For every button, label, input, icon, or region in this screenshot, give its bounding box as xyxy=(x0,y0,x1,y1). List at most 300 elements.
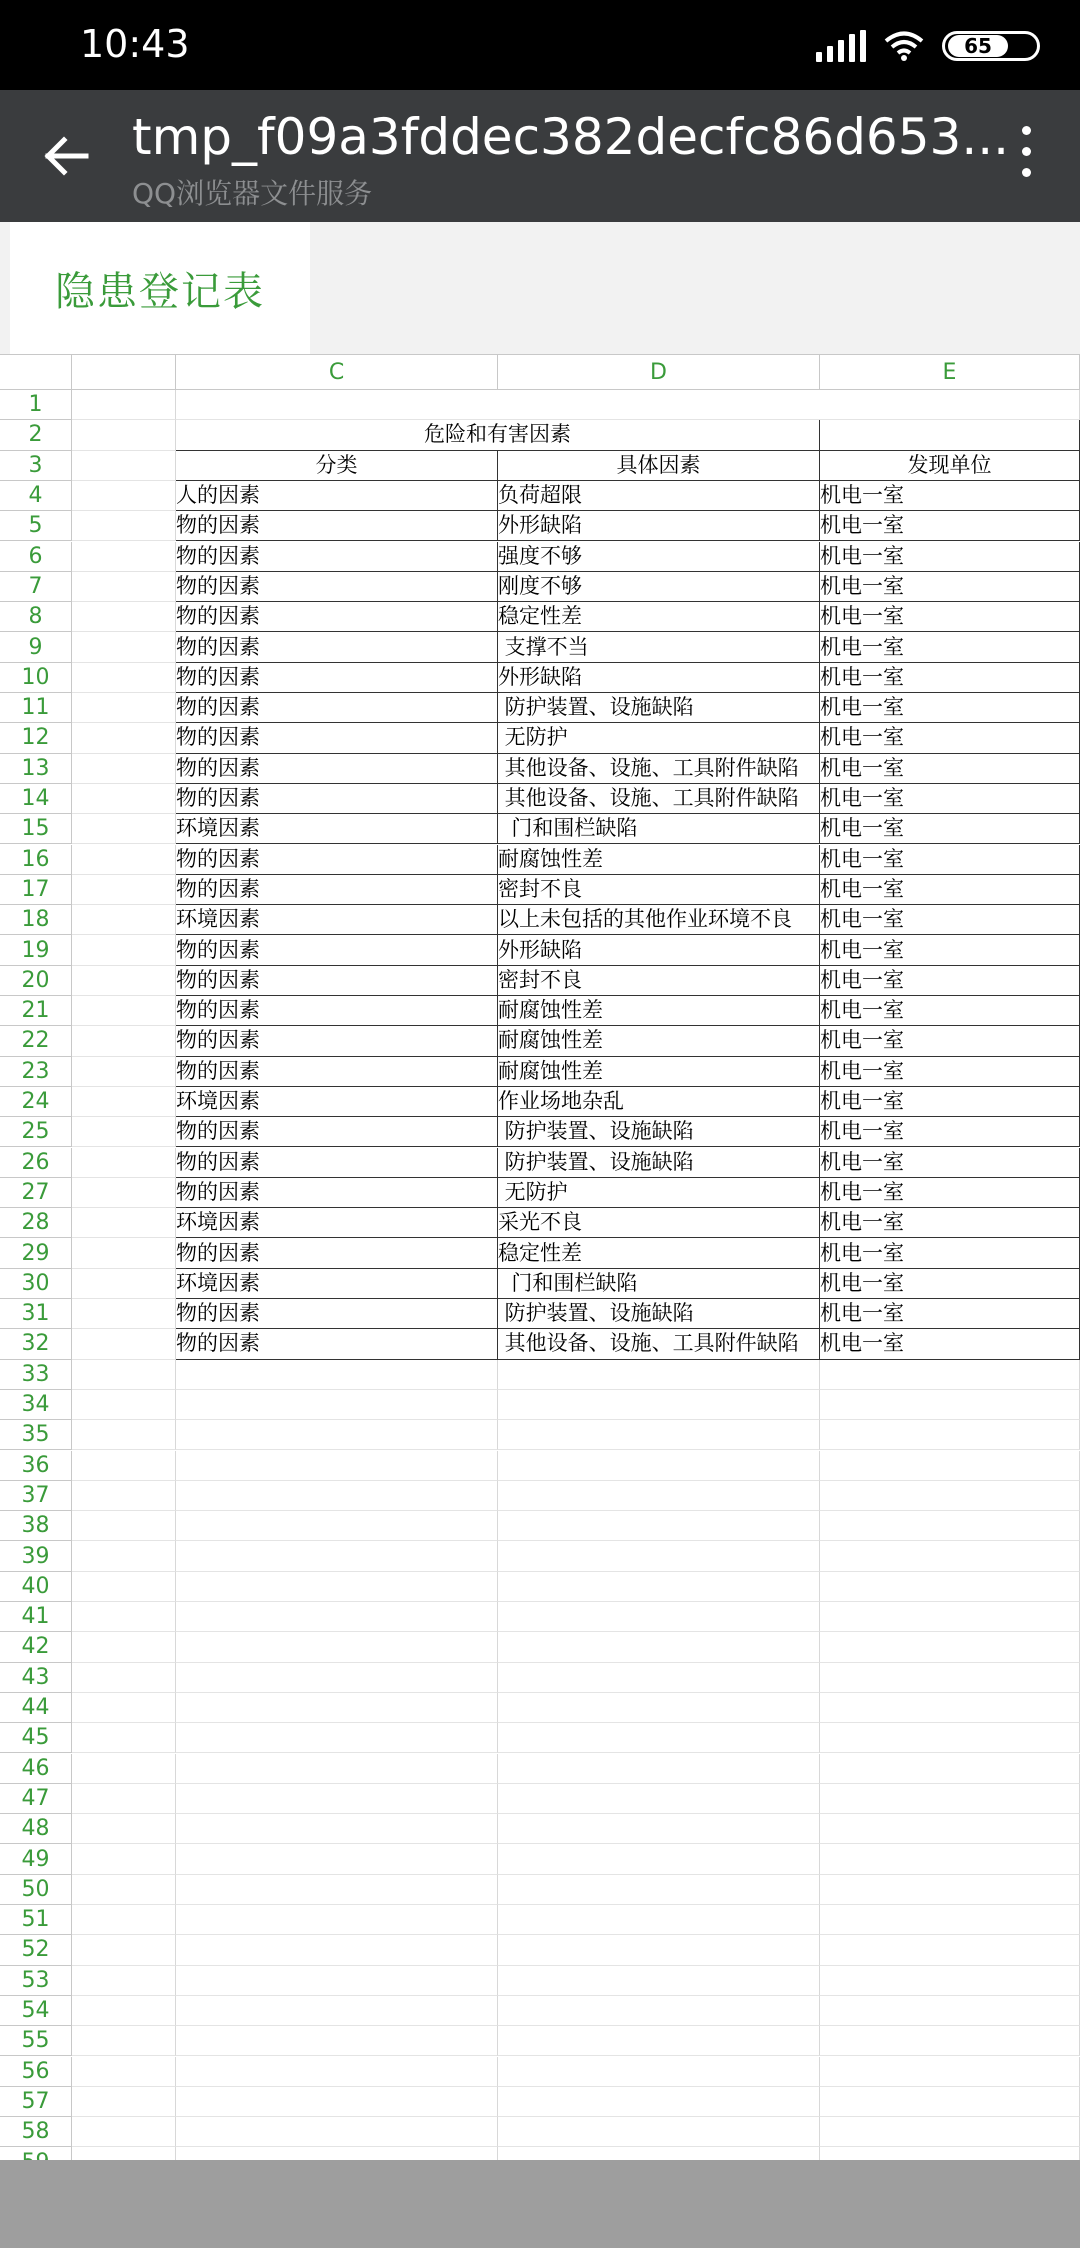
empty-cell[interactable] xyxy=(498,1481,820,1511)
row-number[interactable]: 36 xyxy=(0,1451,72,1481)
data-cell[interactable]: 物的因素 xyxy=(176,754,498,784)
data-cell[interactable]: 机电一室 xyxy=(820,935,1080,965)
row-number[interactable]: 28 xyxy=(0,1208,72,1238)
data-cell[interactable]: 其他设备、设施、工具附件缺陷 xyxy=(498,1329,820,1359)
row-number[interactable]: 9 xyxy=(0,632,72,662)
data-cell[interactable]: 物的因素 xyxy=(176,1148,498,1178)
cell-b[interactable] xyxy=(72,1723,176,1753)
data-cell[interactable]: 环境因素 xyxy=(176,1208,498,1238)
cell-b[interactable] xyxy=(72,935,176,965)
empty-cell[interactable] xyxy=(820,1966,1080,1996)
row-number[interactable]: 40 xyxy=(0,1572,72,1602)
cell-b[interactable] xyxy=(72,1481,176,1511)
row-number[interactable]: 42 xyxy=(0,1632,72,1662)
row-number[interactable]: 20 xyxy=(0,966,72,996)
data-cell[interactable]: 物的因素 xyxy=(176,1026,498,1056)
data-cell[interactable]: 支撑不当 xyxy=(498,632,820,662)
data-cell[interactable]: 物的因素 xyxy=(176,663,498,693)
row-number[interactable]: 38 xyxy=(0,1511,72,1541)
data-cell[interactable]: 机电一室 xyxy=(820,632,1080,662)
data-cell[interactable]: 外形缺陷 xyxy=(498,511,820,541)
row-number[interactable]: 2 xyxy=(0,420,72,450)
column-header-d[interactable]: D xyxy=(498,354,820,390)
cell-b[interactable] xyxy=(72,1269,176,1299)
data-cell[interactable]: 机电一室 xyxy=(820,754,1080,784)
empty-cell[interactable] xyxy=(498,1935,820,1965)
data-cell[interactable]: 机电一室 xyxy=(820,481,1080,511)
data-cell[interactable]: 防护装置、设施缺陷 xyxy=(498,1299,820,1329)
cell-b[interactable] xyxy=(72,663,176,693)
data-cell[interactable]: 机电一室 xyxy=(820,784,1080,814)
empty-cell[interactable] xyxy=(820,1360,1080,1390)
data-cell[interactable]: 外形缺陷 xyxy=(498,663,820,693)
group-header-cell[interactable]: 危险和有害因素 xyxy=(176,420,820,450)
header-cell[interactable]: 分类 xyxy=(176,451,498,481)
empty-cell[interactable] xyxy=(820,2057,1080,2087)
empty-cell[interactable] xyxy=(498,1905,820,1935)
row-number[interactable]: 54 xyxy=(0,1996,72,2026)
empty-cell[interactable] xyxy=(176,1360,498,1390)
data-cell[interactable]: 物的因素 xyxy=(176,996,498,1026)
cell-b[interactable] xyxy=(72,451,176,481)
row-number[interactable]: 51 xyxy=(0,1905,72,1935)
cell-b[interactable] xyxy=(72,1875,176,1905)
empty-cell[interactable] xyxy=(820,1935,1080,1965)
cell-b[interactable] xyxy=(72,1208,176,1238)
data-cell[interactable]: 物的因素 xyxy=(176,602,498,632)
cell-b[interactable] xyxy=(72,1238,176,1268)
data-cell[interactable]: 环境因素 xyxy=(176,905,498,935)
cell-b[interactable] xyxy=(72,1966,176,1996)
column-header-e[interactable]: E xyxy=(820,354,1080,390)
data-cell[interactable]: 物的因素 xyxy=(176,875,498,905)
cell-b[interactable] xyxy=(72,1602,176,1632)
data-cell[interactable]: 机电一室 xyxy=(820,1299,1080,1329)
data-cell[interactable]: 机电一室 xyxy=(820,511,1080,541)
cell-b[interactable] xyxy=(72,542,176,572)
row-number[interactable]: 1 xyxy=(0,390,72,420)
cell-b[interactable] xyxy=(72,1420,176,1450)
corner-cell xyxy=(0,354,72,390)
empty-cell[interactable] xyxy=(820,1632,1080,1662)
row-number[interactable]: 13 xyxy=(0,754,72,784)
empty-cell[interactable] xyxy=(820,1723,1080,1753)
data-cell[interactable]: 防护装置、设施缺陷 xyxy=(498,1117,820,1147)
empty-cell[interactable] xyxy=(820,1663,1080,1693)
data-cell[interactable]: 机电一室 xyxy=(820,602,1080,632)
row-number[interactable]: 44 xyxy=(0,1693,72,1723)
row-number[interactable]: 17 xyxy=(0,875,72,905)
data-cell[interactable]: 物的因素 xyxy=(176,935,498,965)
empty-cell[interactable] xyxy=(498,2117,820,2147)
data-cell[interactable]: 物的因素 xyxy=(176,1299,498,1329)
empty-cell[interactable] xyxy=(498,1360,820,1390)
empty-cell[interactable] xyxy=(176,1541,498,1571)
cell-b[interactable] xyxy=(72,2057,176,2087)
back-arrow-icon[interactable] xyxy=(38,128,94,184)
data-cell[interactable]: 外形缺陷 xyxy=(498,935,820,965)
cell-b[interactable] xyxy=(72,1360,176,1390)
row-number[interactable]: 47 xyxy=(0,1784,72,1814)
cell-b[interactable] xyxy=(72,875,176,905)
data-cell[interactable]: 物的因素 xyxy=(176,784,498,814)
row-number[interactable]: 50 xyxy=(0,1875,72,1905)
row-number[interactable]: 21 xyxy=(0,996,72,1026)
row-number[interactable]: 25 xyxy=(0,1117,72,1147)
data-cell[interactable]: 以上未包括的其他作业环境不良 xyxy=(498,905,820,935)
empty-cell[interactable] xyxy=(498,1511,820,1541)
table-row xyxy=(0,966,1080,996)
empty-cell[interactable] xyxy=(820,1451,1080,1481)
empty-cell[interactable] xyxy=(498,1814,820,1844)
data-cell[interactable]: 物的因素 xyxy=(176,1329,498,1359)
data-cell[interactable]: 负荷超限 xyxy=(498,481,820,511)
row-number[interactable]: 23 xyxy=(0,1057,72,1087)
empty-cell[interactable] xyxy=(820,2026,1080,2056)
empty-cell[interactable] xyxy=(820,2087,1080,2117)
data-cell[interactable]: 密封不良 xyxy=(498,875,820,905)
empty-cell[interactable] xyxy=(176,2117,498,2147)
row-number[interactable]: 10 xyxy=(0,663,72,693)
data-cell[interactable]: 环境因素 xyxy=(176,1087,498,1117)
row-number[interactable]: 3 xyxy=(0,451,72,481)
data-cell[interactable]: 机电一室 xyxy=(820,1238,1080,1268)
cell-b[interactable] xyxy=(72,420,176,450)
data-cell[interactable]: 密封不良 xyxy=(498,966,820,996)
cell-b[interactable] xyxy=(72,1754,176,1784)
row-number[interactable]: 14 xyxy=(0,784,72,814)
row-number[interactable]: 12 xyxy=(0,723,72,753)
empty-cell[interactable] xyxy=(176,1390,498,1420)
empty-cell[interactable] xyxy=(498,2026,820,2056)
cell-b[interactable] xyxy=(72,1996,176,2026)
row-number[interactable]: 6 xyxy=(0,542,72,572)
empty-cell[interactable] xyxy=(498,1996,820,2026)
row-number[interactable]: 53 xyxy=(0,1966,72,1996)
cell-b[interactable] xyxy=(72,1814,176,1844)
data-cell[interactable]: 机电一室 xyxy=(820,845,1080,875)
data-cell[interactable]: 防护装置、设施缺陷 xyxy=(498,693,820,723)
sheet-tab[interactable]: 隐患登记表 xyxy=(10,222,310,354)
data-cell[interactable]: 耐腐蚀性差 xyxy=(498,845,820,875)
cell-b[interactable] xyxy=(72,814,176,844)
empty-cell[interactable] xyxy=(820,1784,1080,1814)
cell-b[interactable] xyxy=(72,996,176,1026)
data-cell[interactable]: 无防护 xyxy=(498,1178,820,1208)
cell-b[interactable] xyxy=(72,390,176,420)
cell-b[interactable] xyxy=(72,1905,176,1935)
row-number[interactable]: 52 xyxy=(0,1935,72,1965)
data-cell[interactable]: 机电一室 xyxy=(820,542,1080,572)
row-number[interactable]: 49 xyxy=(0,1844,72,1874)
empty-cell[interactable] xyxy=(498,1572,820,1602)
row-number[interactable]: 46 xyxy=(0,1754,72,1784)
empty-cell[interactable] xyxy=(498,2057,820,2087)
empty-cell[interactable] xyxy=(176,1663,498,1693)
data-cell[interactable]: 人的因素 xyxy=(176,481,498,511)
row-number[interactable]: 56 xyxy=(0,2057,72,2087)
cell-b[interactable] xyxy=(72,1572,176,1602)
cell-b[interactable] xyxy=(72,723,176,753)
more-options-icon[interactable] xyxy=(1016,126,1036,186)
row-number[interactable]: 18 xyxy=(0,905,72,935)
header-cell[interactable]: 发现单位 xyxy=(820,451,1080,481)
empty-cell[interactable] xyxy=(176,1723,498,1753)
empty-cell[interactable] xyxy=(498,1541,820,1571)
empty-cell[interactable] xyxy=(820,1814,1080,1844)
empty-cell[interactable] xyxy=(498,1844,820,1874)
empty-cell[interactable] xyxy=(176,1905,498,1935)
cell-b[interactable] xyxy=(72,1663,176,1693)
empty-cell[interactable] xyxy=(498,1663,820,1693)
data-cell[interactable]: 物的因素 xyxy=(176,845,498,875)
data-cell[interactable]: 环境因素 xyxy=(176,814,498,844)
cell-b[interactable] xyxy=(72,1511,176,1541)
cell-b[interactable] xyxy=(72,572,176,602)
data-cell[interactable]: 物的因素 xyxy=(176,1057,498,1087)
empty-cell[interactable] xyxy=(176,2057,498,2087)
row-number[interactable]: 33 xyxy=(0,1360,72,1390)
empty-cell[interactable] xyxy=(176,1935,498,1965)
data-cell[interactable]: 机电一室 xyxy=(820,723,1080,753)
data-cell[interactable]: 物的因素 xyxy=(176,1117,498,1147)
data-cell[interactable]: 物的因素 xyxy=(176,511,498,541)
data-cell[interactable]: 稳定性差 xyxy=(498,602,820,632)
cell-b[interactable] xyxy=(72,511,176,541)
empty-cell[interactable] xyxy=(498,1754,820,1784)
empty-cell[interactable] xyxy=(820,1390,1080,1420)
row-number[interactable]: 45 xyxy=(0,1723,72,1753)
empty-cell[interactable] xyxy=(498,1966,820,1996)
empty-cell[interactable] xyxy=(820,1572,1080,1602)
empty-cell[interactable] xyxy=(498,1632,820,1662)
empty-cell[interactable] xyxy=(820,1844,1080,1874)
cell-b[interactable] xyxy=(72,905,176,935)
header-cell[interactable]: 具体因素 xyxy=(498,451,820,481)
data-cell[interactable]: 耐腐蚀性差 xyxy=(498,996,820,1026)
empty-cell[interactable] xyxy=(498,1602,820,1632)
data-cell[interactable]: 物的因素 xyxy=(176,966,498,996)
data-cell[interactable]: 机电一室 xyxy=(820,996,1080,1026)
empty-cell[interactable] xyxy=(820,1875,1080,1905)
cell-b[interactable] xyxy=(72,1299,176,1329)
empty-cell[interactable] xyxy=(820,1481,1080,1511)
cell-b[interactable] xyxy=(72,1451,176,1481)
cell-b[interactable] xyxy=(72,1117,176,1147)
cell-b[interactable] xyxy=(72,2026,176,2056)
empty-cell[interactable] xyxy=(176,1602,498,1632)
data-cell[interactable]: 门和围栏缺陷 xyxy=(498,1269,820,1299)
row-number[interactable]: 8 xyxy=(0,602,72,632)
cell-b[interactable] xyxy=(72,754,176,784)
row-number[interactable]: 57 xyxy=(0,2087,72,2117)
cell-b[interactable] xyxy=(72,2087,176,2117)
empty-cell[interactable] xyxy=(498,1723,820,1753)
cell-b[interactable] xyxy=(72,1844,176,1874)
empty-cell[interactable] xyxy=(498,1875,820,1905)
empty-cell[interactable] xyxy=(498,1784,820,1814)
data-cell[interactable]: 机电一室 xyxy=(820,572,1080,602)
cell-b[interactable] xyxy=(72,693,176,723)
empty-cell[interactable] xyxy=(176,1451,498,1481)
row-number[interactable]: 32 xyxy=(0,1329,72,1359)
empty-cell[interactable] xyxy=(820,1541,1080,1571)
cell-b[interactable] xyxy=(72,1087,176,1117)
data-cell[interactable]: 无防护 xyxy=(498,723,820,753)
data-cell[interactable]: 机电一室 xyxy=(820,905,1080,935)
empty-cell[interactable] xyxy=(176,2026,498,2056)
data-cell[interactable]: 物的因素 xyxy=(176,1178,498,1208)
cell-b[interactable] xyxy=(72,1632,176,1662)
row-number[interactable]: 41 xyxy=(0,1602,72,1632)
spreadsheet-grid[interactable] xyxy=(0,354,1080,2160)
data-cell[interactable]: 其他设备、设施、工具附件缺陷 xyxy=(498,754,820,784)
data-cell[interactable]: 机电一室 xyxy=(820,814,1080,844)
empty-cell[interactable] xyxy=(176,1996,498,2026)
cell-b[interactable] xyxy=(72,481,176,511)
data-cell[interactable]: 机电一室 xyxy=(820,1057,1080,1087)
data-cell[interactable]: 物的因素 xyxy=(176,723,498,753)
row-number[interactable]: 19 xyxy=(0,935,72,965)
row-number[interactable]: 31 xyxy=(0,1299,72,1329)
row-number[interactable]: 16 xyxy=(0,845,72,875)
row-number[interactable]: 27 xyxy=(0,1178,72,1208)
data-cell[interactable]: 物的因素 xyxy=(176,1238,498,1268)
empty-cell[interactable] xyxy=(498,1693,820,1723)
cell-b[interactable] xyxy=(72,1541,176,1571)
cell-b[interactable] xyxy=(72,1026,176,1056)
empty-cell[interactable] xyxy=(820,1754,1080,1784)
data-cell[interactable]: 物的因素 xyxy=(176,572,498,602)
cell-b[interactable] xyxy=(72,1390,176,1420)
data-cell[interactable]: 机电一室 xyxy=(820,693,1080,723)
data-cell[interactable]: 机电一室 xyxy=(820,1208,1080,1238)
row-number[interactable]: 48 xyxy=(0,1814,72,1844)
empty-cell[interactable] xyxy=(498,1420,820,1450)
empty-cell[interactable] xyxy=(176,1844,498,1874)
row-number[interactable]: 15 xyxy=(0,814,72,844)
empty-cell[interactable] xyxy=(176,1572,498,1602)
empty-cell[interactable] xyxy=(820,1996,1080,2026)
data-cell[interactable]: 机电一室 xyxy=(820,1026,1080,1056)
data-cell[interactable]: 环境因素 xyxy=(176,1269,498,1299)
data-cell[interactable]: 机电一室 xyxy=(820,1178,1080,1208)
cell-b[interactable] xyxy=(72,602,176,632)
empty-cell[interactable] xyxy=(820,1420,1080,1450)
data-cell[interactable]: 耐腐蚀性差 xyxy=(498,1026,820,1056)
data-cell[interactable]: 门和围栏缺陷 xyxy=(498,814,820,844)
empty-cell[interactable] xyxy=(176,1511,498,1541)
data-cell[interactable]: 强度不够 xyxy=(498,542,820,572)
cell-b[interactable] xyxy=(72,632,176,662)
row-number[interactable]: 55 xyxy=(0,2026,72,2056)
row-number[interactable]: 35 xyxy=(0,1420,72,1450)
data-cell[interactable]: 防护装置、设施缺陷 xyxy=(498,1148,820,1178)
empty-cell[interactable] xyxy=(176,2087,498,2117)
cell-b[interactable] xyxy=(72,1178,176,1208)
data-cell[interactable]: 作业场地杂乱 xyxy=(498,1087,820,1117)
empty-cell[interactable] xyxy=(498,1390,820,1420)
cell-b[interactable] xyxy=(72,1784,176,1814)
row-number[interactable]: 39 xyxy=(0,1541,72,1571)
empty-cell[interactable] xyxy=(176,1420,498,1450)
row-number[interactable]: 30 xyxy=(0,1269,72,1299)
data-cell[interactable]: 机电一室 xyxy=(820,1148,1080,1178)
row-number[interactable]: 37 xyxy=(0,1481,72,1511)
row-number[interactable]: 43 xyxy=(0,1663,72,1693)
data-cell[interactable]: 其他设备、设施、工具附件缺陷 xyxy=(498,784,820,814)
row-number[interactable]: 29 xyxy=(0,1238,72,1268)
empty-cell[interactable] xyxy=(498,2087,820,2117)
row-number[interactable]: 11 xyxy=(0,693,72,723)
empty-cell[interactable] xyxy=(176,1784,498,1814)
empty-cell[interactable] xyxy=(820,1693,1080,1723)
empty-cell[interactable] xyxy=(820,2117,1080,2147)
row-number[interactable]: 5 xyxy=(0,511,72,541)
row-number[interactable]: 26 xyxy=(0,1148,72,1178)
table-row xyxy=(0,1541,1080,1571)
row-number[interactable]: 7 xyxy=(0,572,72,602)
cell-b[interactable] xyxy=(72,784,176,814)
data-cell[interactable]: 机电一室 xyxy=(820,663,1080,693)
empty-cell[interactable] xyxy=(176,1814,498,1844)
cell-b[interactable] xyxy=(72,1148,176,1178)
data-cell[interactable]: 物的因素 xyxy=(176,693,498,723)
data-cell[interactable]: 稳定性差 xyxy=(498,1238,820,1268)
table-row xyxy=(0,1178,1080,1208)
data-cell[interactable]: 刚度不够 xyxy=(498,572,820,602)
cell-b[interactable] xyxy=(72,1329,176,1359)
cell-b[interactable] xyxy=(72,845,176,875)
cell-b[interactable] xyxy=(72,1057,176,1087)
data-cell[interactable]: 机电一室 xyxy=(820,966,1080,996)
empty-cell[interactable] xyxy=(176,1875,498,1905)
empty-cell[interactable] xyxy=(176,1481,498,1511)
cell-b[interactable] xyxy=(72,1693,176,1723)
empty-cell[interactable] xyxy=(820,1511,1080,1541)
row-number[interactable]: 22 xyxy=(0,1026,72,1056)
empty-cell[interactable] xyxy=(176,1632,498,1662)
cell-b[interactable] xyxy=(72,1935,176,1965)
row-number[interactable]: 34 xyxy=(0,1390,72,1420)
cell[interactable] xyxy=(176,390,1080,420)
data-cell[interactable]: 机电一室 xyxy=(820,1269,1080,1299)
data-cell[interactable]: 机电一室 xyxy=(820,1329,1080,1359)
data-cell[interactable]: 采光不良 xyxy=(498,1208,820,1238)
cell[interactable] xyxy=(820,420,1080,450)
data-cell[interactable]: 物的因素 xyxy=(176,542,498,572)
data-cell[interactable]: 机电一室 xyxy=(820,1117,1080,1147)
data-cell[interactable]: 机电一室 xyxy=(820,1087,1080,1117)
row-number[interactable]: 24 xyxy=(0,1087,72,1117)
empty-cell[interactable] xyxy=(176,1754,498,1784)
table-row xyxy=(0,1329,1080,1359)
empty-cell[interactable] xyxy=(820,1602,1080,1632)
data-cell[interactable]: 物的因素 xyxy=(176,632,498,662)
cell-b[interactable] xyxy=(72,2117,176,2147)
empty-cell[interactable] xyxy=(820,1905,1080,1935)
row-number[interactable]: 58 xyxy=(0,2117,72,2147)
empty-cell[interactable] xyxy=(176,1966,498,1996)
data-cell[interactable]: 耐腐蚀性差 xyxy=(498,1057,820,1087)
cell-b[interactable] xyxy=(72,966,176,996)
empty-cell[interactable] xyxy=(176,1693,498,1723)
row-number[interactable]: 4 xyxy=(0,481,72,511)
empty-cell[interactable] xyxy=(498,1451,820,1481)
data-cell[interactable]: 机电一室 xyxy=(820,875,1080,905)
table-row xyxy=(0,1693,1080,1723)
column-header-c[interactable]: C xyxy=(176,354,498,390)
